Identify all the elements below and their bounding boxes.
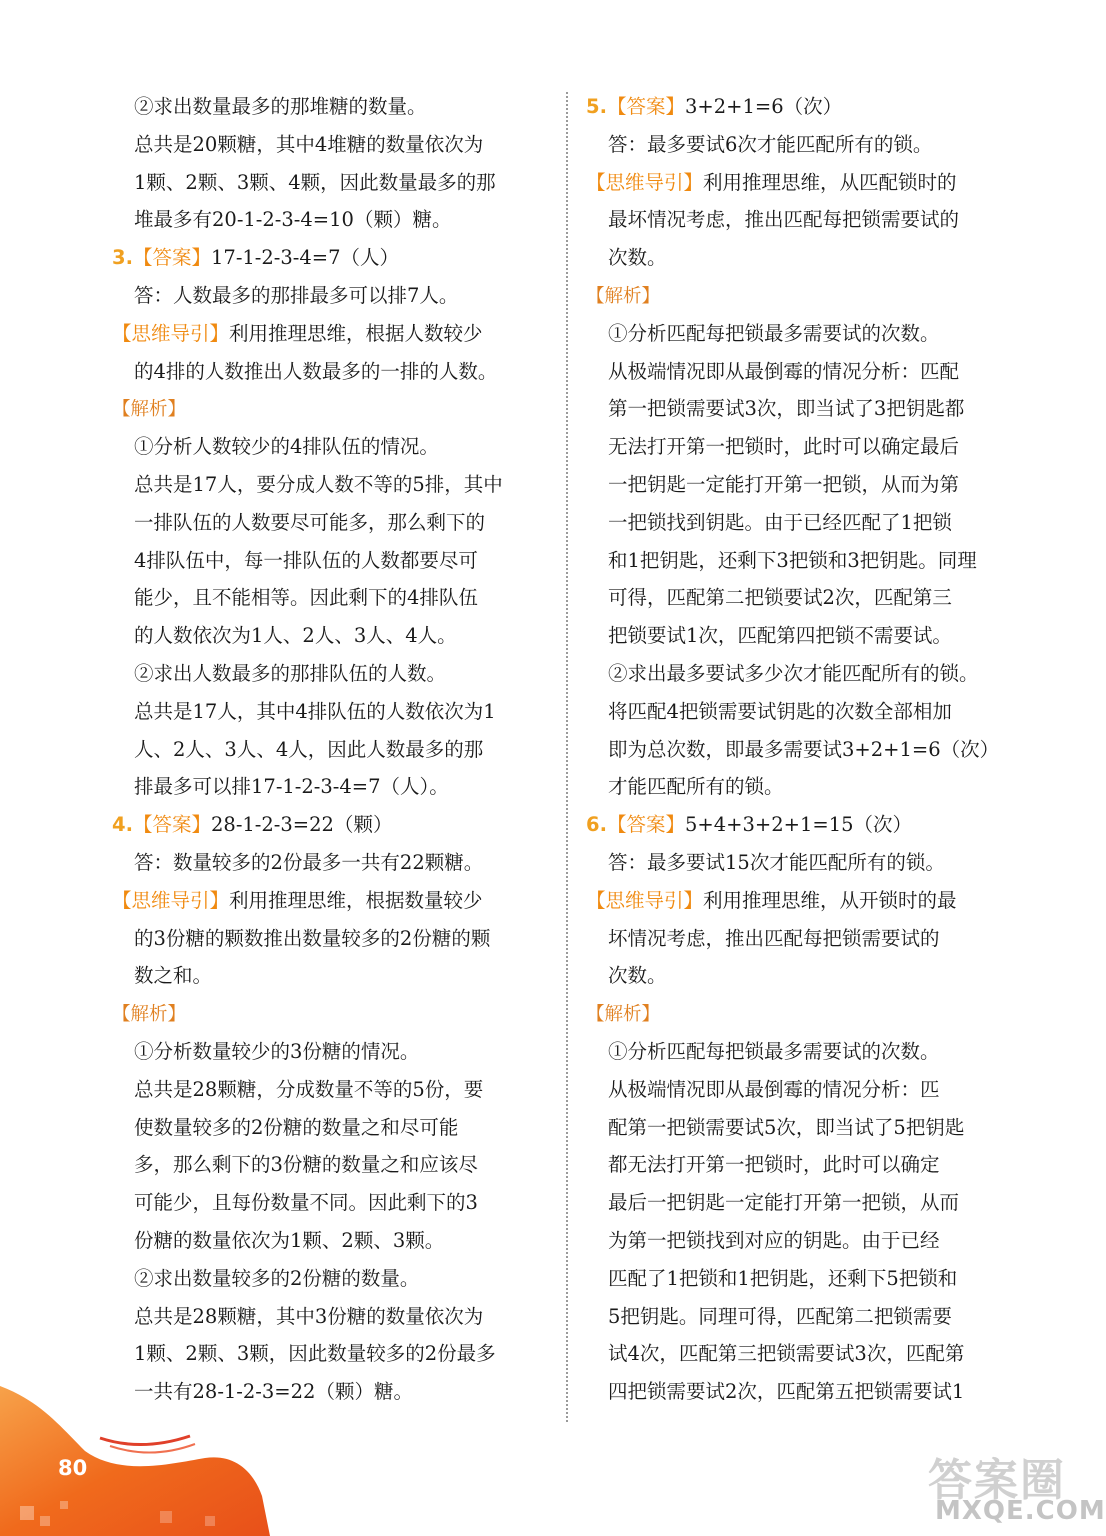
question-number: 3. — [112, 246, 133, 270]
text-line: 次数。 — [608, 246, 667, 270]
text-line: 多，那么剩下的3份糖的数量之和应该尽 — [134, 1153, 478, 1177]
text-line: 堆最多有20-1-2-3-4=10（颗）糖。 — [134, 208, 452, 232]
left-column — [112, 88, 552, 1411]
text-line: ②求出数量较多的2份糖的数量。 — [134, 1266, 420, 1290]
text-line: 将匹配4把锁需要试钥匙的次数全部相加 — [608, 699, 952, 723]
text-line: 无法打开第一把锁时，此时可以确定最后 — [608, 435, 960, 459]
text-line: 5把钥匙。同理可得，匹配第二把锁需要 — [608, 1304, 952, 1328]
analysis-label — [112, 390, 552, 428]
text-line: 一把钥匙一定能打开第一把锁，从而为第 — [608, 472, 960, 496]
text-line: 四把锁需要试2次，匹配第五把锁需要试1 — [608, 1380, 965, 1404]
text-line: 的人数依次为1人、2人、3人、4人。 — [134, 624, 457, 648]
analysis-label — [586, 995, 1031, 1033]
answer-tag: 【答案】 — [132, 246, 211, 270]
guide-tag: 【思维导引】 — [112, 888, 230, 912]
analysis-tag: 【解析】 — [586, 1004, 661, 1026]
column-divider — [566, 92, 568, 1422]
text-line: 都无法打开第一把锁时，此时可以确定 — [608, 1153, 940, 1177]
text-line: 总共是17人，要分成人数不等的5排，其中 — [134, 472, 503, 496]
text-line: 1颗、2颗、3颗，因此数量较多的2份最多 — [134, 1342, 496, 1366]
analysis-label — [586, 277, 1031, 315]
guide-line — [112, 882, 552, 920]
text-line: 使数量较多的2份糖的数量之和尽可能 — [134, 1115, 459, 1139]
text-line: 最后一把钥匙一定能打开第一把锁，从而 — [608, 1191, 960, 1215]
analysis-tag: 【解析】 — [112, 399, 187, 421]
answer-text: 28-1-2-3=22（颗） — [211, 813, 393, 837]
text-line: 答：人数最多的那排最多可以排7人。 — [134, 283, 459, 307]
guide-text: 利用推理思维，从匹配锁时的 — [703, 170, 957, 194]
answer-text: 17-1-2-3-4=7（人） — [211, 246, 400, 270]
text-line: 匹配了1把锁和1把钥匙，还剩下5把锁和 — [608, 1266, 958, 1290]
analysis-tag: 【解析】 — [586, 285, 661, 307]
page-number: 80 — [58, 1456, 88, 1480]
guide-text: 利用推理思维，从开锁时的最 — [703, 888, 957, 912]
text-line: 第一把锁需要试3次，即当试了3把钥匙都 — [608, 397, 965, 421]
text-line: 从极端情况即从最倒霉的情况分析：匹 — [608, 1077, 940, 1101]
text-line: 可得，匹配第二把锁要试2次，匹配第三 — [608, 586, 952, 610]
text-line: 的3份糖的颗数推出数量较多的2份糖的颗 — [134, 926, 491, 950]
answer-line — [112, 239, 552, 277]
question-number: 5. — [586, 95, 607, 118]
text-line: 为第一把锁找到对应的钥匙。由于已经 — [608, 1228, 940, 1252]
text-line: 和1把钥匙，还剩下3把锁和3把钥匙。同理 — [608, 548, 977, 572]
watermark-logo: 答案圈 — [928, 1455, 1066, 1506]
answer-line — [112, 806, 552, 844]
guide-text: 利用推理思维，根据数量较少 — [229, 888, 483, 912]
text-line: 总共是17人，其中4排队伍的人数依次为1 — [134, 699, 496, 723]
answer-tag: 【答案】 — [606, 813, 685, 837]
text-line: ②求出人数最多的那排队伍的人数。 — [134, 661, 447, 685]
answer-tag: 【答案】 — [606, 95, 685, 118]
text-line: ②求出最多要试多少次才能匹配所有的锁。 — [608, 661, 979, 685]
question-number: 4. — [112, 813, 133, 837]
text-line: 一共有28-1-2-3=22（颗）糖。 — [134, 1380, 413, 1404]
text-line: 坏情况考虑，推出匹配每把锁需要试的 — [608, 926, 940, 950]
page-corner-decoration — [0, 1366, 290, 1536]
text-line: ①分析人数较少的4排队伍的情况。 — [134, 435, 439, 459]
text-line: 能少，且不能相等。因此剩下的4排队伍 — [134, 586, 478, 610]
question-number: 6. — [586, 813, 607, 837]
text-line: 份糖的数量依次为1颗、2颗、3颗。 — [134, 1228, 445, 1252]
answer-text: 3+2+1=6（次） — [685, 95, 843, 118]
text-line: 排最多可以排17-1-2-3-4=7（人）。 — [134, 775, 449, 799]
watermark-site: MXQE.COM — [935, 1496, 1106, 1526]
right-column — [586, 88, 1031, 1411]
text-line: 总共是20颗糖，其中4堆糖的数量依次为 — [134, 132, 484, 156]
analysis-label — [112, 995, 552, 1033]
text-line: 一把锁找到钥匙。由于已经匹配了1把锁 — [608, 510, 952, 534]
guide-line — [586, 164, 1031, 202]
text-line: 答：最多要试6次才能匹配所有的锁。 — [608, 132, 933, 156]
answer-text: 5+4+3+2+1=15（次） — [685, 813, 913, 837]
guide-text: 利用推理思维，根据人数较少 — [229, 321, 483, 345]
text-line: 总共是28颗糖，其中3份糖的数量依次为 — [134, 1304, 484, 1328]
guide-line — [586, 882, 1031, 920]
answer-line — [586, 806, 1031, 844]
text-line: ①分析匹配每把锁最多需要试的次数。 — [608, 321, 940, 345]
guide-line — [112, 315, 552, 353]
text-line: 一排队伍的人数要尽可能多，那么剩下的 — [134, 510, 486, 534]
text-line: ①分析匹配每把锁最多需要试的次数。 — [608, 1039, 940, 1063]
answer-line — [586, 88, 1031, 126]
text-line: 4排队伍中，每一排队伍的人数都要尽可 — [134, 548, 478, 572]
text-line: 才能匹配所有的锁。 — [608, 775, 784, 799]
text-line: 答：数量较多的2份最多一共有22颗糖。 — [134, 850, 484, 874]
text-line: 人、2人、3人、4人，因此人数最多的那 — [134, 737, 484, 761]
text-line: ①分析数量较少的3份糖的情况。 — [134, 1039, 420, 1063]
text-line: 试4次，匹配第三把锁需要试3次，匹配第 — [608, 1342, 965, 1366]
text-line: ②求出数量最多的那堆糖的数量。 — [134, 95, 427, 118]
text-line: 总共是28颗糖，分成数量不等的5份，要 — [134, 1077, 484, 1101]
text-line: 1颗、2颗、3颗、4颗，因此数量最多的那 — [134, 170, 496, 194]
answer-tag: 【答案】 — [132, 813, 211, 837]
text-line: 从极端情况即从最倒霉的情况分析：匹配 — [608, 359, 960, 383]
text-line: 即为总次数，即最多需要试3+2+1=6（次） — [608, 737, 1000, 761]
text-line: 次数。 — [608, 964, 667, 988]
text-line: 的4排的人数推出人数最多的一排的人数。 — [134, 359, 498, 383]
text-line: 数之和。 — [134, 964, 213, 988]
text-line: 配第一把锁需要试5次，即当试了5把钥匙 — [608, 1115, 965, 1139]
text-line: 把锁要试1次，匹配第四把锁不需要试。 — [608, 624, 952, 648]
text-line: 答：最多要试15次才能匹配所有的锁。 — [608, 850, 945, 874]
text-line: 最坏情况考虑，推出匹配每把锁需要试的 — [608, 208, 960, 232]
guide-tag: 【思维导引】 — [112, 321, 230, 345]
text-line: 可能少，且每份数量不同。因此剩下的3 — [134, 1191, 478, 1215]
analysis-tag: 【解析】 — [112, 1004, 187, 1026]
guide-tag: 【思维导引】 — [586, 888, 704, 912]
guide-tag: 【思维导引】 — [586, 170, 704, 194]
